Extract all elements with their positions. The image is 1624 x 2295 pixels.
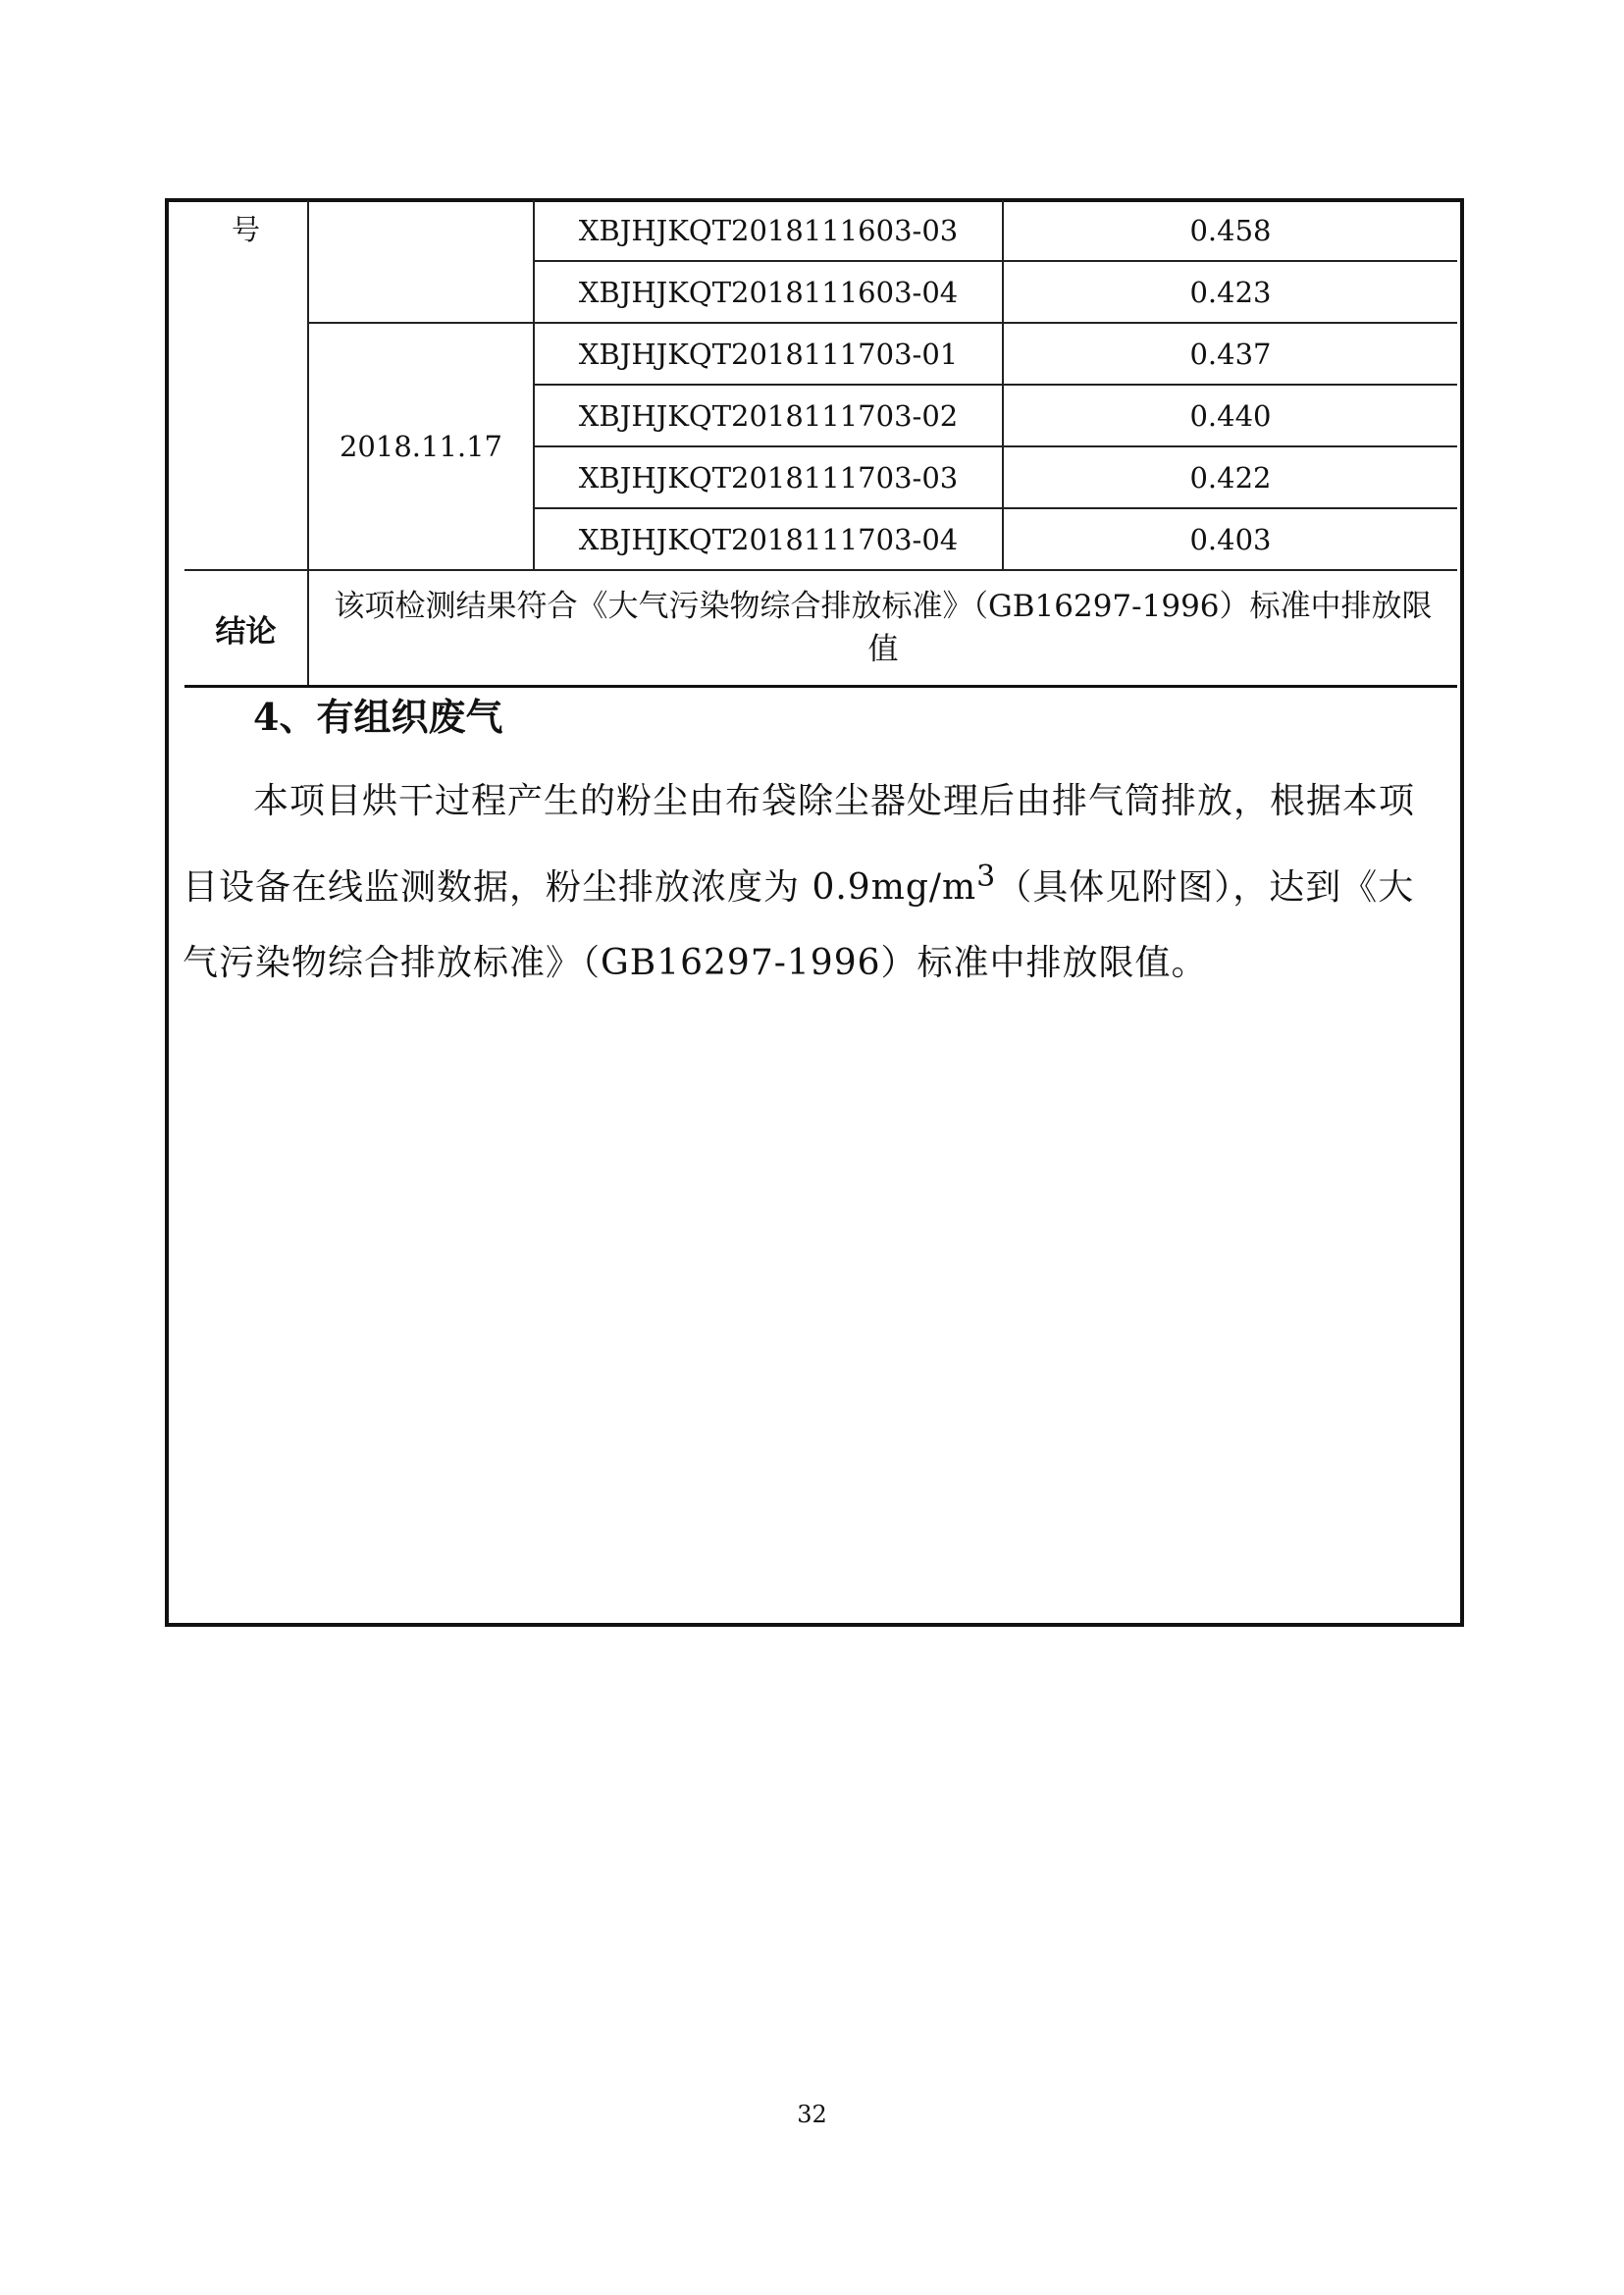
- page-number: 32: [797, 2101, 827, 2128]
- sample-id-cell: XBJHJKQT2018111603-04: [534, 261, 1003, 323]
- sample-id-cell: XBJHJKQT2018111703-04: [534, 508, 1003, 570]
- paragraph-text-end: （具体见附图），达到《大气污染物综合排放标准》（GB16297-1996）标准中排放限值。: [183, 867, 1415, 983]
- sample-id-cell: XBJHJKQT2018111703-03: [534, 446, 1003, 508]
- table-row: [184, 200, 1457, 261]
- sample-id-cell: XBJHJKQT2018111703-02: [534, 385, 1003, 446]
- value-cell: 0.423: [1003, 261, 1457, 323]
- date-cell-previous: [308, 200, 534, 323]
- date-cell: 2018.11.17: [308, 323, 534, 570]
- value-cell: 0.422: [1003, 446, 1457, 508]
- monitoring-results-table: [184, 200, 1457, 688]
- table-row: [184, 323, 1457, 385]
- paragraph-text-start: 本项目烘干过程产生的粉尘由布袋除尘器处理后由排气筒排放，根据本项目设备在线监测数据，粉尘排放浓度为 0.9mg/m: [183, 781, 1416, 908]
- point-label-cell: 号: [184, 200, 308, 570]
- conclusion-text: 该项检测结果符合《大气污染物综合排放标准》（GB16297-1996）标准中排放限值: [308, 570, 1457, 687]
- value-cell: 0.403: [1003, 508, 1457, 570]
- value-cell: 0.458: [1003, 200, 1457, 261]
- value-cell: 0.440: [1003, 385, 1457, 446]
- conclusion-label: 结论: [184, 570, 308, 687]
- sample-id-cell: XBJHJKQT2018111603-03: [534, 200, 1003, 261]
- sample-id-cell: XBJHJKQT2018111703-01: [534, 323, 1003, 385]
- section-heading: 4、有组织废气: [253, 695, 503, 739]
- section-paragraph: [183, 763, 1419, 1001]
- unit-superscript: 3: [976, 860, 997, 894]
- value-cell: 0.437: [1003, 323, 1457, 385]
- conclusion-row: [184, 570, 1457, 687]
